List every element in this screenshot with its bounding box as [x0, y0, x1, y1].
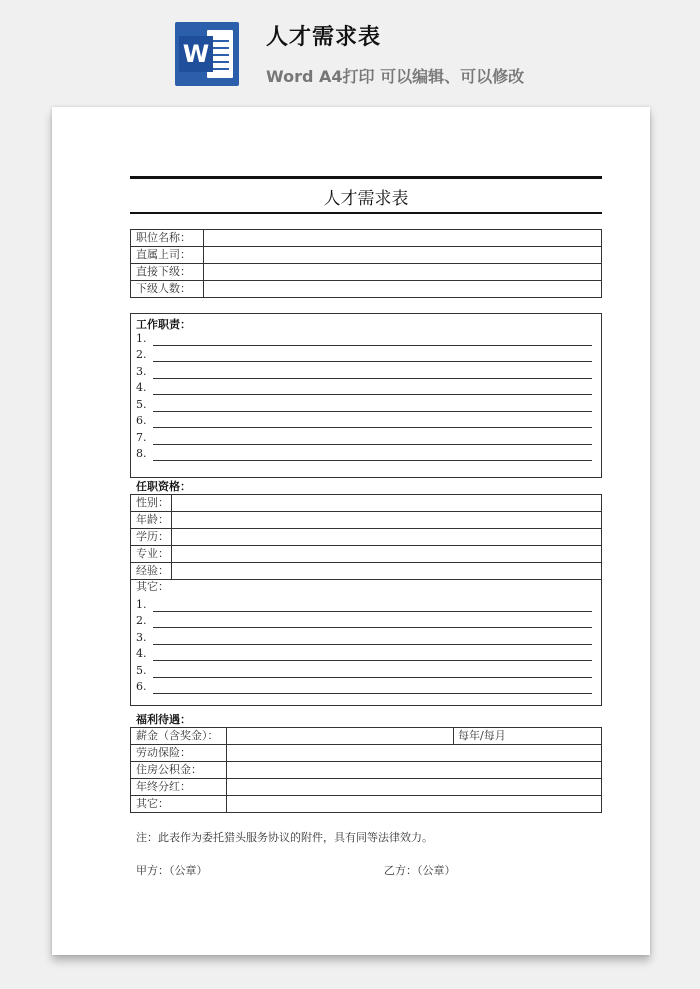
benefits-table — [130, 727, 602, 813]
duties-heading: 工作职责： — [136, 318, 191, 331]
label-age: 年龄： — [136, 513, 169, 526]
header-title: 人才需求表 — [266, 25, 382, 50]
label-position-name: 职位名称： — [136, 231, 191, 244]
duty-line: 5. — [131, 397, 601, 413]
label-labor-insurance: 劳动保险： — [136, 746, 191, 759]
word-letter: W — [179, 36, 213, 72]
salary-unit: 每年/每月 — [458, 729, 506, 742]
label-major: 专业： — [136, 547, 169, 560]
document-title: 人才需求表 — [323, 189, 409, 209]
label-direct-supervisor: 直属上司： — [136, 248, 191, 261]
duties-box — [130, 313, 602, 478]
label-year-end-bonus: 年终分红： — [136, 780, 191, 793]
label-education: 学历： — [136, 530, 169, 543]
label-salary: 薪金（含奖金）： — [136, 729, 219, 742]
duty-line: 2. — [131, 347, 601, 363]
duty-line: 7. — [131, 430, 601, 446]
duty-line: 3. — [131, 364, 601, 380]
header-subtitle: Word A4打印 可以编辑、可以修改 — [266, 67, 525, 86]
qualification-line: 4. — [131, 646, 601, 662]
duty-line: 4. — [131, 380, 601, 396]
qualifications-other-box — [130, 579, 602, 706]
title-rule-top — [130, 176, 602, 179]
benefits-heading: 福利待遇： — [136, 713, 191, 726]
qualification-line: 1. — [131, 597, 601, 613]
label-experience: 经验： — [136, 564, 169, 577]
legal-note: 注：此表作为委托猎头服务协议的附件，具有同等法律效力。 — [136, 831, 433, 844]
label-housing-fund: 住房公积金： — [136, 763, 202, 776]
word-doc-icon — [175, 22, 239, 86]
label-other-qualifications: 其它： — [136, 580, 169, 593]
label-gender: 性别： — [136, 496, 169, 509]
qualifications-heading: 任职资格： — [136, 480, 191, 493]
qualification-line: 3. — [131, 630, 601, 646]
duty-line: 8. — [131, 446, 601, 462]
duty-line: 1. — [131, 331, 601, 347]
qualifications-table — [130, 494, 602, 580]
position-info-table — [130, 229, 602, 298]
header-banner — [0, 0, 700, 110]
party-b-seal: 乙方：（公章） — [384, 864, 456, 877]
qualification-line: 2. — [131, 613, 601, 629]
qualification-line: 6. — [131, 679, 601, 695]
label-subordinate-count: 下级人数： — [136, 282, 191, 295]
title-rule-bottom — [130, 212, 602, 214]
duty-line: 6. — [131, 413, 601, 429]
label-other-benefits: 其它： — [136, 797, 169, 810]
qualification-line: 5. — [131, 663, 601, 679]
party-a-seal: 甲方：（公章） — [136, 864, 208, 877]
document-page — [52, 107, 650, 955]
label-direct-subordinate: 直接下级： — [136, 265, 191, 278]
